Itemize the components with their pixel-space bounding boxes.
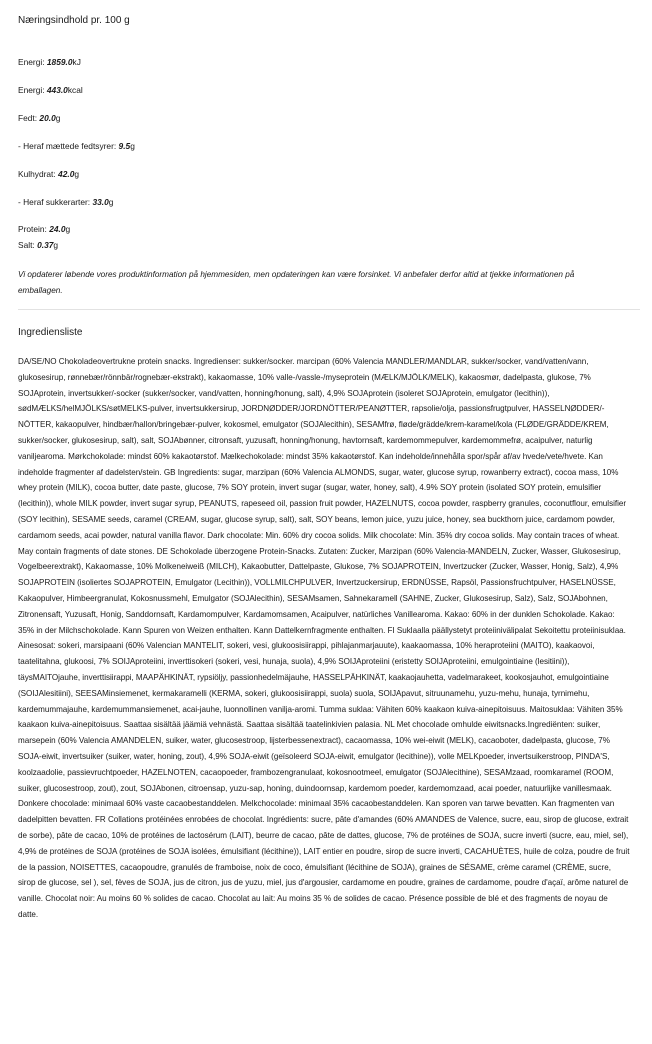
nutrition-unit: g (130, 141, 135, 151)
nutrition-row-carbohydrate (18, 169, 79, 180)
nutrition-label: Energi: (18, 57, 47, 67)
nutrition-unit: g (74, 169, 80, 179)
nutrition-row-saturated-fat (18, 141, 135, 152)
ingredients-text: DA/SE/NO Chokoladeovertrukne protein snacks. Ingredienser: sukker/socker. marcipan (60% Valencia MANDLER/MANDLAR, sukker/socker, vand/vatten/vann, glukosesirup, rønnebær/rönnbär/rognebær-ekstrakt), kakaomasse, 10% valle-/vassle-/myseprotein (MÆLK/MJÖLK/MELK), kakaosmør, dadelpasta, glukose, 7% SOJAprotein, invertsukker/-socker (sukker/socker, vand/vatten, honning/honung, salt), 4,9% SOJAprotein (isoleret SOJAprotein, emulgator (lecithin)), sødMÆLKS/helMJÖLKS/søtMELKS-pulver, invertsukkersirup, JORDNØDDER/JORDNÖTTER/PEANØTTER, rapsolie/olja, passionsfrugtpulver, HASSELNØDDER/-NÖTTER, kakaopulver, hindbær/hallon/bringebær-pulver, kokosmel, emulgator (SOJAlecithin), SESAMfrø, fløde/grädde/krem-karamel/kola (FLØDE/GRÄDDE/KREM, sukker/socker, glukosesirup, salt), salt, SOJAbønner, citronsaft, yuzusaft, honning/honung, havtornsaft, kardemommepulver, kardemommefrø, acaipulver, naturlig vaniljearoma. Mørkchokolade: mindst 60% kakaotørstof. Mælkechokolade: mindst 35% kakaotørstof. Kan indeholde/innehålla spor/spår af/av hvede/vete/hvete. Kan indeholde fragmenter af dadelsten/stein. GB Ingredients: sugar, marzipan (60% Valencia ALMONDS, sugar, water, glucose syrup, rowanberry extract), cocoa mass, 10% whey protein (MILK), cocoa butter, date paste, glucose, 7% SOY protein, invert sugar (sugar, water, honey, salt), 4.9% SOY protein (isolated SOY protein, emulsifier (lecithin)), whole MILK powder, invert sugar syrup, PEANUTS, rapeseed oil, passion fruit powder, HAZELNUTS, cocoa powder, raspberry granules, coconutflour, emulsifier (SOY lecithin), SESAME seeds, caramel (CREAM, sugar, glucose syrup, salt), salt, SOY beans, lemon juice, yuzu juice, honey, sea buckthorn juice, cardamom powder, cardamom seeds, acai powder, natural vanilla flavor. Dark chocolate: Min. 60% dry cocoa solids. Milk chocolate: Min. 35% dry cocoa solids. May contain traces of wheat. May contain fragments of date stones. DE Schokolade überzogene Protein-Snacks. Zutaten: Zucker, Marzipan (60% Valencia-MANDELN, Zucker, Wasser, Glukosesirup, Vogelbeerextrakt), Kakaomasse, 10% Molkeneiweiß (MILCH), Kakaobutter, Dattelpaste, Glukose, 7% SOJAPROTEIN, Invertzucker (Zucker, Wasser, Honig, Salz), 4,9% SOJAPROTEIN (isoliertes SOJAPROTEIN, Emulgator (Lecithin)), VOLLMILCHPULVER, Invertzuckersirup, ERDNÜSSE, Rapsöl, Passionsfruchtpulver, HASELNÜSSE, Kakaopulver, Himbeergranulat, Kokosnussmehl, Emulgator (SOJAlecithin), SESAMsamen, Sahnekaramell (SAHNE, Zucker, Glukosesirup, Salz), Salz, SOJAbohnen, Zitronensaft, Yuzusaft, Honig, Sanddornsaft, Kardamompulver, Kardamomsamen, Acaipulver, natürliches Vanillearoma. Kakao: 60% in der dunklen Schokolade. Kakao: 35% in der Milchschokolade. Kann Spuren von Weizen enthalten. Kann Dattelkernfragmente enthalten. FI Suklaalla päällystetyt proteiinivälipalat Sekoitettu proteiinisuklaa. Ainesosat: sokeri, marsipaani (60% Valencian MANTELIT, sokeri, vesi, glukoosisiirappi, pihlajanmarjauute), kaakaomassa, 10% heraproteiini (MAITO), kaakaovoi, taatelitahna, glukoosi, 7% SOIJAproteiini, inverttisokeri (sokeri, vesi, hunaja, suola), 4,9% SOIJAproteiini (eristetty SOIJAproteiini, emulgointiaine (lesitiini)), täysMAITOjauhe, inverttisiirappi, MAAPÄHKINÄT, rypsiöljy, passionhedelmäjauhe, HASSELPÄHKINÄT, kaakaojauhetta, vadelmarakeet, kookosjauhot, emulgointiaine (SOIJAlesitiini), SEESAMinsiemenet, kermakaramelli (KERMA, sokeri, glukoosisiirappi, suola) suola, SOIJApavut, sitruunamehu, yuzu-mehu, hunaja, tyrnimehu, kardemummajauhe, kardemummansiemenet, acai-jauhe, luonnollinen vanilja-aromi. Tumma suklaa: Vähiten 60% kaakaon kuiva-ainepitoisuus. Maitosuklaa: Vähiten 35% kaakaon kuiva-ainepitoisuus. Saattaa sisältää jäämiä vehnästä. Saattaa sisältää taatelinkivien palasia. NL Met chocolade omhulde eiwitsnacks.Ingrediënten: suiker, marsepein (60% Valencia AMANDELEN, suiker, water, glucosestroop, lijsterbessenextract), cacaomassa, 10% wei-eiwit (MELK), cacaoboter, dadelpasta, glucose, 7% SOJA-eiwit, invertsuiker (suiker, water, honing, zout), 4,9% SOJA-eiwit (geïsoleerd SOJA-eiwit, emulgator (lecithine)), volle MELKpoeder, invertsuikerstroop, PINDA'S, koolzaadolie, passievruchtpoeder, HAZELNOTEN, cacaopoeder, frambozengranulaat, kokosnootmeel, emulgator (SOJAlecithine), SESAMzaad, roomkaramel (ROOM, suiker, glucosestroop, zout), zout, SOJAbonen, citroensap, yuzu-sap, honing, duindoornsap, kardemom poeder, kardemomzaad, acai poeder, natuurlijke vanillesmaak. Donkere chocolade: minimaal 60% vaste cacaobestanddelen. Melkchocolade: minimaal 35% cacaobestanddelen. Kan sporen van tarwe bevatten. Kan fragmenten van dadelpitten bevatten. FR Collations protéinées enrobées de chocolat. Ingrédients: sucre, pâte d'amandes (60% AMANDES de Valence, sucre, eau, sirop de glucose, extrait de sorbe), pâte de cacao, 10% de protéines de lactosérum (LAIT), beurre de cacao, pâte de dattes, glucose, 7% de protéines de SOJA, sucre inverti (sucre, eau, miel, sel), 4,9% de protéines de SOJA (protéines de SOJA isolées, émulsifiant (lécithine)), LAIT entier en poudre, sirop de sucre inverti, CACAHUÈTES, huile de colza, poudre de fruit de la passion, NOISETTES, cacaopoudre, granulés de framboise, noix de coco, émulsifiant (lécithine de SOJA), graines de SÉSAME, crème caramel (CRÈME, sucre, sirop de glucose, sel ), sel, fèves de SOJA, jus de citron, jus de yuzu, miel, jus d'argousier, cardamome en poudre, graines de cardamome, poudre d'açaï, arôme naturel de vanille. Chocolat noir: Au moins 60 % solides de cacao. Chocolat au lait: Au moins 35 % de solides de cacao. Présence possible de blé et des fragments de noyau de datte. (18, 357, 630, 919)
nutrition-unit: g (53, 240, 59, 250)
nutrition-disclaimer: Vi opdaterer løbende vores produktinformation på hjemmesiden, men opdateringen kan være forsinket. Vi anbefaler derfor altid at tjekke informationen på emballagen. (18, 270, 575, 295)
nutrition-row-salt (18, 240, 58, 251)
nutrition-label: - Heraf sukkerarter: (18, 197, 93, 207)
nutrition-unit: g (108, 197, 114, 207)
nutrition-value: 1859.0 (46, 57, 73, 67)
nutrition-unit: kJ (72, 57, 81, 67)
nutrition-value: 9.5 (118, 141, 131, 151)
nutrition-unit: g (65, 224, 71, 234)
nutrition-label: - Heraf mættede fedtsyrer: (18, 141, 119, 151)
nutrition-unit: g (55, 113, 61, 123)
nutrition-row-energy-kcal (18, 85, 83, 96)
nutrition-label: Kulhydrat: (18, 169, 59, 179)
nutrition-row-protein (18, 224, 70, 235)
nutrition-row-fat (18, 113, 60, 124)
nutrition-value: 443.0 (46, 85, 68, 95)
nutrition-label: Salt: (18, 240, 38, 250)
section-divider (18, 309, 640, 310)
nutrition-label: Protein: (18, 224, 50, 234)
nutrition-value: 42.0 (58, 169, 75, 179)
nutrition-value: 24.0 (49, 224, 66, 234)
nutrition-label: Fedt: (18, 113, 40, 123)
nutrition-value: 0.37 (37, 240, 54, 250)
nutrition-label: Energi: (18, 85, 47, 95)
nutrition-value: 20.0 (39, 113, 56, 123)
nutrition-value: 33.0 (92, 197, 109, 207)
ingredients-heading: Ingrediensliste (18, 327, 83, 338)
nutrition-heading: Næringsindhold pr. 100 g (18, 15, 130, 26)
nutrition-row-sugars (18, 197, 113, 208)
nutrition-row-energy-kj (18, 57, 81, 68)
nutrition-unit: kcal (67, 85, 83, 95)
